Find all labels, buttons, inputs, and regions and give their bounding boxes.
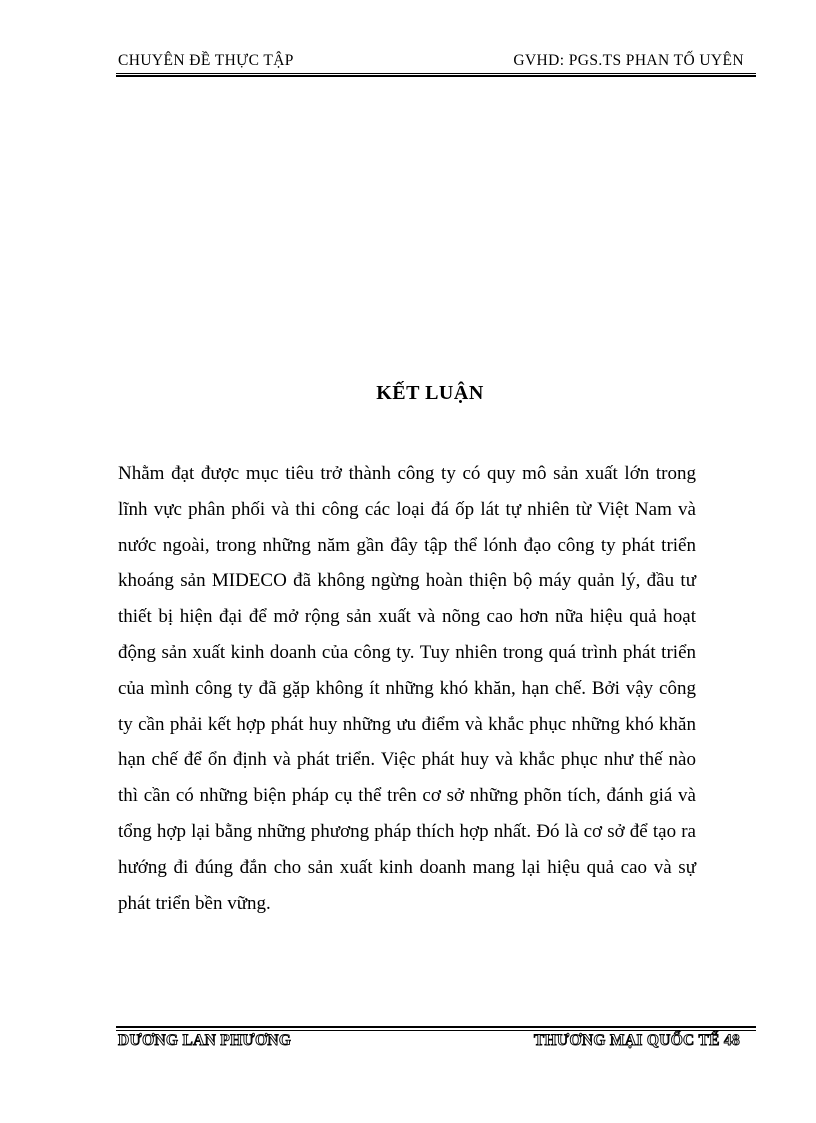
page-footer [116,1032,740,1054]
page-header [116,52,744,72]
conclusion-paragraph: Nhằm đạt được mục tiêu trở thành công ty có quy mô sản xuất lớn trong lĩnh vực phân phối và thi công các loại đá ốp lát tự nhiên từ Việt Nam và nước ngoài, trong những năm gần đây tập thể lónh đạo công ty phát triển khoáng sản MIDECO đã không ngừng hoàn thiện bộ máy quản lý, đầu tư thiết bị hiện đại để mở rộng sản xuất và nõng cao hơn nữa hiệu quả hoạt động sản xuất kinh doanh của công ty. Tuy nhiên trong quá trình phát triển của mình công ty đã gặp không ít những khó khăn, hạn chế. Bởi vậy công ty cần phải kết hợp phát huy những ưu điểm và khắc phục những khó khăn hạn chế để ổn định và phát triển. Việc phát huy và khắc phục như thế nào thì cần có những biện pháp cụ thể trên cơ sở những phõn tích, đánh giá và tổng hợp lại bằng những phương pháp thích hợp nhất. Đó là cơ sở để tạo ra hướng đi đúng đắn cho sản xuất kinh doanh mang lại hiệu quả cao và sự phát triển bền vững. [118,463,696,914]
header-rule-thick [116,75,756,77]
section-title: KẾT LUẬN [376,382,484,404]
header-rule [116,73,756,74]
header-course-title: CHUYÊN ĐỀ THỰC TẬP [118,52,294,69]
footer-author: DƯƠNG LAN PHƯƠNG [118,1032,292,1049]
footer-class-page: THƯƠNG MẠI QUỐC TẾ 48 [533,1032,740,1049]
header-supervisor: GVHD: PGS.TS PHAN TỐ UYÊN [513,52,744,69]
footer-rule [116,1030,756,1031]
footer-rule-thick [116,1026,756,1028]
